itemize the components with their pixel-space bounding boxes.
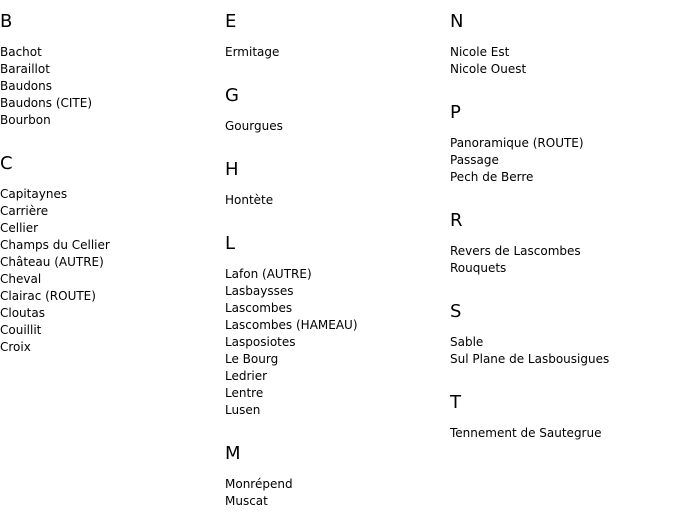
letter-group bbox=[225, 10, 445, 61]
street-list bbox=[450, 334, 670, 368]
street-link[interactable]: Nicole Ouest bbox=[450, 62, 527, 76]
letter-heading: S bbox=[450, 301, 462, 322]
letter-group bbox=[0, 10, 220, 129]
street-link[interactable]: Château (AUTRE) bbox=[0, 255, 104, 269]
street-link[interactable]: Sul Plane de Lasbousigues bbox=[450, 352, 610, 366]
street-link[interactable]: Muscat bbox=[225, 494, 268, 508]
letter-heading: T bbox=[450, 392, 461, 413]
letter-heading: C bbox=[0, 153, 13, 174]
street-link[interactable]: Lascombes (HAMEAU) bbox=[225, 318, 358, 332]
street-link[interactable]: Bachot bbox=[0, 45, 42, 59]
letter-group bbox=[450, 300, 670, 368]
street-link[interactable]: Lusen bbox=[225, 403, 261, 417]
street-link[interactable]: Carrière bbox=[0, 204, 49, 218]
letter-heading: H bbox=[225, 159, 239, 180]
street-link[interactable]: Champs du Cellier bbox=[0, 238, 110, 252]
letter-group bbox=[225, 84, 445, 135]
street-list bbox=[0, 44, 220, 129]
letter-heading: N bbox=[450, 11, 464, 32]
letter-group bbox=[450, 209, 670, 277]
street-list bbox=[450, 425, 670, 442]
street-link[interactable]: Pech de Berre bbox=[450, 170, 534, 184]
street-list bbox=[450, 44, 670, 78]
letter-group bbox=[225, 442, 445, 510]
letter-group bbox=[0, 152, 220, 356]
street-link[interactable]: Ermitage bbox=[225, 45, 280, 59]
letter-heading: R bbox=[450, 210, 463, 231]
street-link[interactable]: Ledrier bbox=[225, 369, 268, 383]
street-link[interactable]: Sable bbox=[450, 335, 484, 349]
street-list bbox=[225, 476, 445, 510]
street-link[interactable]: Monrépend bbox=[225, 477, 293, 491]
street-list bbox=[225, 118, 445, 135]
street-link[interactable]: Cellier bbox=[0, 221, 39, 235]
letter-heading: B bbox=[0, 11, 13, 32]
street-link[interactable]: Tennement de Sautegrue bbox=[450, 426, 602, 440]
street-link[interactable]: Lentre bbox=[225, 386, 264, 400]
street-link[interactable]: Le Bourg bbox=[225, 352, 279, 366]
letter-heading: L bbox=[225, 233, 236, 254]
street-link[interactable]: Panoramique (ROUTE) bbox=[450, 136, 584, 150]
index-column-3 bbox=[450, 10, 670, 442]
street-link[interactable]: Bourbon bbox=[0, 113, 51, 127]
street-link[interactable]: Nicole Est bbox=[450, 45, 510, 59]
street-list bbox=[0, 186, 220, 356]
street-link[interactable]: Lascombes bbox=[225, 301, 293, 315]
street-link[interactable]: Baudons bbox=[0, 79, 53, 93]
letter-heading: G bbox=[225, 85, 239, 106]
street-link[interactable]: Cloutas bbox=[0, 306, 45, 320]
letter-group bbox=[225, 232, 445, 419]
street-link[interactable]: Lasposiotes bbox=[225, 335, 296, 349]
letter-group bbox=[225, 158, 445, 209]
street-link[interactable]: Cheval bbox=[0, 272, 42, 286]
street-list bbox=[450, 243, 670, 277]
index-column-2 bbox=[225, 10, 445, 510]
letter-group bbox=[450, 101, 670, 186]
letter-heading: E bbox=[225, 11, 237, 32]
street-list bbox=[450, 135, 670, 186]
street-link[interactable]: Lafon (AUTRE) bbox=[225, 267, 312, 281]
street-list bbox=[225, 266, 445, 419]
letter-group bbox=[450, 10, 670, 78]
street-link[interactable]: Rouquets bbox=[450, 261, 507, 275]
street-link[interactable]: Baudons (CITE) bbox=[0, 96, 93, 110]
street-link[interactable]: Revers de Lascombes bbox=[450, 244, 581, 258]
street-link[interactable]: Gourgues bbox=[225, 119, 283, 133]
index-column-1 bbox=[0, 10, 220, 356]
street-list bbox=[225, 44, 445, 61]
letter-heading: M bbox=[225, 443, 241, 464]
street-link[interactable]: Lasbaysses bbox=[225, 284, 294, 298]
letter-group bbox=[450, 391, 670, 442]
street-link[interactable]: Baraillot bbox=[0, 62, 50, 76]
street-link[interactable]: Couillit bbox=[0, 323, 42, 337]
street-link[interactable]: Capitaynes bbox=[0, 187, 68, 201]
street-link[interactable]: Passage bbox=[450, 153, 499, 167]
street-link[interactable]: Hontète bbox=[225, 193, 274, 207]
street-link[interactable]: Clairac (ROUTE) bbox=[0, 289, 96, 303]
street-list bbox=[225, 192, 445, 209]
street-link[interactable]: Croix bbox=[0, 340, 31, 354]
letter-heading: P bbox=[450, 102, 461, 123]
